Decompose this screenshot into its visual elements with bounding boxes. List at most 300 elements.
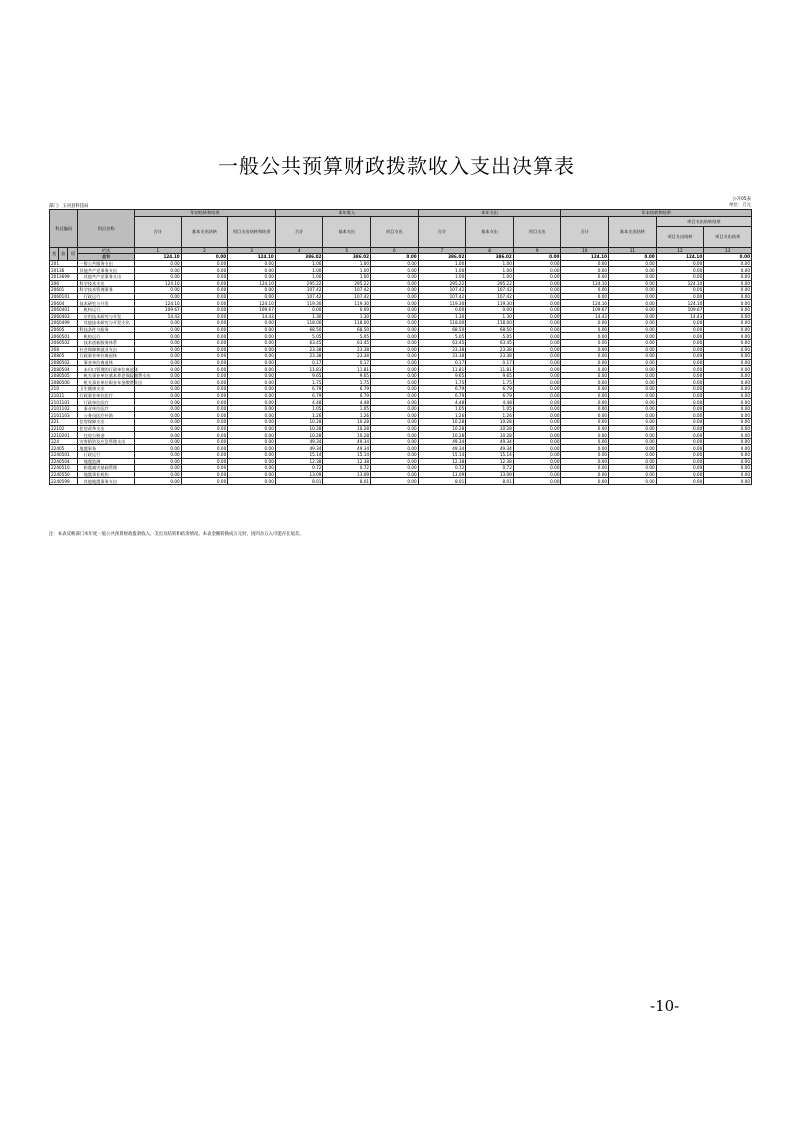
row-value-3: 0.00 — [228, 452, 276, 459]
row-value-1: 109.67 — [135, 306, 182, 313]
table-row — [50, 458, 752, 465]
row-value-7: 6.79 — [418, 392, 466, 399]
row-value-2: 0.00 — [181, 412, 228, 419]
row-value-11: 0.00 — [609, 471, 657, 478]
row-value-5: 1.75 — [323, 379, 371, 386]
row-value-4: 23.38 — [275, 353, 323, 360]
row-value-12: 0.00 — [656, 445, 704, 452]
row-value-3: 14.43 — [228, 313, 276, 320]
table-row — [50, 300, 752, 307]
row-value-2: 0.00 — [181, 405, 228, 412]
row-value-13: 0.00 — [704, 300, 752, 307]
row-value-13: 0.00 — [704, 273, 752, 280]
row-value-6: 0.00 — [371, 399, 419, 406]
row-value-4: 1.00 — [275, 267, 323, 274]
row-value-6: 0.00 — [371, 471, 419, 478]
row-value-4: 8.01 — [275, 478, 323, 485]
row-value-9: 0.00 — [513, 287, 561, 294]
row-value-13: 0.00 — [704, 333, 752, 340]
row-value-3: 0.00 — [228, 273, 276, 280]
row-value-3: 0.00 — [228, 353, 276, 360]
row-name: 行政事业单位医疗 — [78, 392, 135, 399]
row-value-3: 0.00 — [228, 293, 276, 300]
row-value-6: 0.00 — [371, 379, 419, 386]
row-value-5: 5.05 — [323, 333, 371, 340]
row-value-6: 0.00 — [371, 372, 419, 379]
row-value-13: 0.00 — [704, 452, 752, 459]
row-value-12: 0.00 — [656, 478, 704, 485]
row-value-1: 0.00 — [135, 333, 182, 340]
row-value-1: 0.00 — [135, 405, 182, 412]
total-value-10: 124.10 — [561, 254, 609, 261]
department-label: 部门：玉河县科技局 — [49, 204, 89, 209]
row-value-6: 0.00 — [371, 392, 419, 399]
total-value-6: 0.00 — [371, 254, 419, 261]
header-col-9: 项目支出 — [513, 216, 561, 247]
row-value-5: 23.38 — [323, 346, 371, 353]
table-row — [50, 280, 752, 287]
row-value-7: 118.00 — [418, 320, 466, 327]
row-code: 2210201 — [50, 432, 78, 439]
row-name: 行政事业单位离退休 — [78, 353, 135, 360]
row-value-6: 0.00 — [371, 273, 419, 280]
row-value-8: 9.65 — [466, 372, 514, 379]
table-row — [50, 313, 752, 320]
row-value-10: 0.00 — [561, 379, 609, 386]
row-value-13: 0.00 — [704, 379, 752, 386]
row-value-7: 4.48 — [418, 399, 466, 406]
row-value-1: 0.00 — [135, 353, 182, 360]
row-value-11: 0.00 — [609, 372, 657, 379]
row-value-6: 0.00 — [371, 366, 419, 373]
col-num-5: 5 — [323, 247, 371, 254]
row-value-11: 0.00 — [609, 326, 657, 333]
row-value-8: 68.50 — [466, 326, 514, 333]
total-label: 合计 — [78, 254, 135, 261]
row-code: 206 — [50, 280, 78, 287]
row-value-4: 295.22 — [275, 280, 323, 287]
row-value-5: 13.09 — [323, 471, 371, 478]
row-value-7: 49.34 — [418, 438, 466, 445]
row-value-2: 0.00 — [181, 306, 228, 313]
row-value-5: 1.26 — [323, 412, 371, 419]
header-col-10: 合计 — [561, 216, 609, 247]
row-value-8: 63.45 — [466, 339, 514, 346]
row-value-7: 1.00 — [418, 260, 466, 267]
row-name: 科学技术管理事务 — [78, 287, 135, 294]
table-row — [50, 438, 752, 445]
row-value-9: 0.00 — [513, 379, 561, 386]
row-value-13: 0.00 — [704, 293, 752, 300]
row-name: 住房改革支出 — [78, 425, 135, 432]
row-value-6: 0.00 — [371, 412, 419, 419]
row-value-3: 0.00 — [228, 333, 276, 340]
row-value-6: 0.00 — [371, 386, 419, 393]
table-row — [50, 339, 752, 346]
row-code: 20604 — [50, 300, 78, 307]
row-value-9: 0.00 — [513, 280, 561, 287]
row-value-13: 0.00 — [704, 478, 752, 485]
row-value-12: 0.00 — [656, 293, 704, 300]
row-value-10: 0.00 — [561, 438, 609, 445]
row-value-13: 0.00 — [704, 399, 752, 406]
row-code: 2060101 — [50, 293, 78, 300]
row-value-3: 0.00 — [228, 379, 276, 386]
row-value-3: 0.00 — [228, 392, 276, 399]
header-group-begin: 年初结转和结余 — [135, 210, 276, 217]
row-name: 机构运行 — [78, 333, 135, 340]
row-value-9: 0.00 — [513, 359, 561, 366]
row-value-4: 9.65 — [275, 372, 323, 379]
row-value-12: 0.00 — [656, 379, 704, 386]
row-value-9: 0.00 — [513, 452, 561, 459]
row-value-11: 0.00 — [609, 293, 657, 300]
row-value-10: 14.43 — [561, 313, 609, 320]
row-name: 机关事业单位职业年金缴费支出 — [79, 379, 143, 385]
row-value-12: 0.00 — [656, 353, 704, 360]
total-value-9: 0.00 — [513, 254, 561, 261]
row-value-13: 0.00 — [704, 346, 752, 353]
row-code: 224 — [50, 438, 78, 445]
row-value-3: 0.00 — [228, 432, 276, 439]
row-value-11: 0.00 — [609, 452, 657, 459]
row-name: 机构运行 — [78, 306, 135, 313]
row-value-12: 14.43 — [656, 313, 704, 320]
row-value-12: 0.00 — [656, 267, 704, 274]
page-number: -10- — [650, 997, 680, 1015]
row-value-6: 0.00 — [371, 333, 419, 340]
row-value-7: 68.50 — [418, 326, 466, 333]
row-value-13: 0.00 — [704, 425, 752, 432]
total-row — [50, 254, 752, 261]
row-value-11: 0.00 — [609, 353, 657, 360]
row-value-5: 1.00 — [323, 260, 371, 267]
total-value-4: 386.02 — [275, 254, 323, 261]
row-value-10: 0.00 — [561, 287, 609, 294]
row-value-6: 0.00 — [371, 306, 419, 313]
header-name: 科目名称 — [78, 210, 135, 248]
row-value-5: 49.34 — [323, 445, 371, 452]
row-value-11: 0.00 — [609, 313, 657, 320]
row-code: 208 — [50, 346, 78, 353]
row-value-8: 119.30 — [466, 300, 514, 307]
row-value-3: 124.10 — [228, 280, 276, 287]
row-value-11: 0.00 — [609, 379, 657, 386]
row-value-10: 0.00 — [561, 452, 609, 459]
table-row — [50, 412, 752, 419]
row-code: 2240550 — [50, 471, 78, 478]
row-value-1: 0.00 — [135, 326, 182, 333]
table-row — [50, 359, 752, 366]
row-value-8: 10.28 — [466, 419, 514, 426]
row-value-7: 1.30 — [418, 313, 466, 320]
row-value-2: 0.00 — [181, 465, 228, 472]
row-value-7: 1.00 — [418, 273, 466, 280]
row-name: 公务员医疗补助 — [78, 412, 135, 419]
row-value-13: 0.00 — [704, 438, 752, 445]
table-row — [50, 405, 752, 412]
row-value-10: 0.00 — [561, 399, 609, 406]
row-value-7: 1.00 — [418, 267, 466, 274]
row-value-7: 9.65 — [418, 372, 466, 379]
col-num-2: 2 — [181, 247, 228, 254]
col-num-13: 13 — [704, 247, 752, 254]
row-code: 22405 — [50, 445, 78, 452]
row-value-1: 0.00 — [135, 366, 182, 373]
row-code: 22102 — [50, 425, 78, 432]
table-row — [50, 465, 752, 472]
row-value-1: 124.10 — [135, 300, 182, 307]
row-value-8: 1.75 — [466, 379, 514, 386]
col-num-1: 1 — [135, 247, 182, 254]
row-value-1: 124.10 — [135, 280, 182, 287]
row-value-11: 0.00 — [609, 306, 657, 313]
row-value-12: 0.00 — [656, 346, 704, 353]
row-value-7: 23.38 — [418, 353, 466, 360]
row-value-5: 1.00 — [323, 273, 371, 280]
row-value-6: 0.00 — [371, 339, 419, 346]
row-value-10: 0.00 — [561, 412, 609, 419]
row-value-9: 0.00 — [513, 458, 561, 465]
header-col-11: 基本支出结转 — [609, 216, 657, 247]
row-value-10: 0.00 — [561, 478, 609, 485]
row-value-7: 0.00 — [418, 306, 466, 313]
row-value-9: 0.00 — [513, 293, 561, 300]
row-value-12: 0.00 — [656, 425, 704, 432]
row-value-13: 0.00 — [704, 326, 752, 333]
row-value-3: 0.00 — [228, 326, 276, 333]
row-value-6: 0.00 — [371, 326, 419, 333]
row-value-9: 0.00 — [513, 339, 561, 346]
row-value-3: 0.00 — [228, 478, 276, 485]
col-num-10: 10 — [561, 247, 609, 254]
row-value-7: 8.01 — [418, 478, 466, 485]
row-value-9: 0.00 — [513, 326, 561, 333]
table-row — [50, 471, 752, 478]
row-value-1: 14.43 — [135, 313, 182, 320]
row-value-12: 0.00 — [656, 405, 704, 412]
row-code: 2060499 — [50, 320, 78, 327]
row-value-5: 107.42 — [323, 293, 371, 300]
row-value-4: 119.30 — [275, 300, 323, 307]
budget-table — [49, 209, 752, 485]
row-name: 地震事业机构 — [78, 471, 135, 478]
table-row — [50, 366, 752, 373]
header-group-end: 年末结转和结余 — [561, 210, 752, 217]
row-value-3: 0.00 — [228, 412, 276, 419]
row-value-10: 124.10 — [561, 280, 609, 287]
total-value-5: 386.02 — [323, 254, 371, 261]
row-value-3: 0.00 — [228, 471, 276, 478]
row-value-12: 0.00 — [656, 471, 704, 478]
row-value-9: 0.00 — [513, 419, 561, 426]
row-name: 其他地震事务支出 — [78, 478, 135, 485]
row-value-7: 0.72 — [418, 465, 466, 472]
row-value-11: 0.00 — [609, 419, 657, 426]
row-value-13: 0.00 — [704, 306, 752, 313]
row-value-12: 0.00 — [656, 320, 704, 327]
total-value-13: 0.00 — [704, 254, 752, 261]
row-value-2: 0.00 — [181, 392, 228, 399]
row-value-1: 0.00 — [135, 273, 182, 280]
header-col-12: 项目支出结转 — [656, 227, 704, 248]
table-row — [50, 392, 752, 399]
row-name: 机关事业单位基本养老保险缴费支出 — [79, 373, 151, 379]
row-value-8: 10.28 — [466, 432, 514, 439]
row-value-2: 0.00 — [181, 445, 228, 452]
row-value-10: 0.00 — [561, 445, 609, 452]
row-code: 2060502 — [50, 339, 78, 346]
row-value-7: 295.22 — [418, 280, 466, 287]
row-name: 事业单位医疗 — [78, 405, 135, 412]
row-value-10: 0.00 — [561, 372, 609, 379]
row-value-13: 0.00 — [704, 405, 752, 412]
row-name: 灾害防治及应急管理支出 — [78, 438, 135, 445]
row-value-8: 23.38 — [466, 353, 514, 360]
row-value-5: 0.00 — [323, 306, 371, 313]
row-code: 2080502 — [50, 359, 78, 366]
row-value-10: 0.00 — [561, 346, 609, 353]
row-value-2: 0.00 — [181, 346, 228, 353]
row-value-6: 0.00 — [371, 438, 419, 445]
row-value-2: 0.00 — [181, 359, 228, 366]
table-row — [50, 333, 752, 340]
row-code: 20605 — [50, 326, 78, 333]
row-value-8: 6.79 — [466, 392, 514, 399]
row-code: 2240501 — [50, 452, 78, 459]
row-value-1: 0.00 — [135, 293, 182, 300]
row-value-10: 0.00 — [561, 260, 609, 267]
row-value-5: 1.00 — [323, 267, 371, 274]
row-value-3: 0.00 — [228, 458, 276, 465]
row-value-12: 0.00 — [656, 287, 704, 294]
row-value-12: 0.00 — [656, 359, 704, 366]
row-value-9: 0.00 — [513, 353, 561, 360]
table-row — [50, 452, 752, 459]
row-value-9: 0.00 — [513, 438, 561, 445]
row-value-11: 0.00 — [609, 300, 657, 307]
row-value-10: 0.00 — [561, 273, 609, 280]
row-value-12: 124.10 — [656, 300, 704, 307]
row-value-13: 0.00 — [704, 419, 752, 426]
header-xiang: 项 — [68, 247, 78, 260]
row-value-12: 0.00 — [656, 419, 704, 426]
row-value-1: 0.00 — [135, 372, 182, 379]
row-value-4: 0.72 — [275, 465, 323, 472]
total-value-2: 0.00 — [181, 254, 228, 261]
row-name: 防震减灾基础管理 — [78, 465, 135, 472]
row-value-11: 0.00 — [609, 425, 657, 432]
row-value-3: 124.10 — [228, 300, 276, 307]
table-row — [50, 260, 752, 267]
row-value-2: 0.00 — [181, 280, 228, 287]
row-name: 地震事务 — [78, 445, 135, 452]
row-value-4: 107.42 — [275, 287, 323, 294]
row-value-4: 1.75 — [275, 379, 323, 386]
row-value-13: 0.00 — [704, 339, 752, 346]
row-value-4: 1.00 — [275, 260, 323, 267]
row-value-9: 0.00 — [513, 372, 561, 379]
row-value-11: 0.00 — [609, 346, 657, 353]
row-value-3: 0.00 — [228, 359, 276, 366]
row-value-8: 49.34 — [466, 445, 514, 452]
row-value-9: 0.00 — [513, 471, 561, 478]
row-value-11: 0.00 — [609, 458, 657, 465]
row-value-6: 0.00 — [371, 445, 419, 452]
row-value-13: 0.00 — [704, 260, 752, 267]
row-value-13: 0.00 — [704, 432, 752, 439]
row-value-1: 0.00 — [135, 478, 182, 485]
row-name: 一般公共服务支出 — [78, 260, 135, 267]
row-value-5: 118.00 — [323, 320, 371, 327]
row-value-9: 0.00 — [513, 366, 561, 373]
row-value-5: 10.28 — [323, 432, 371, 439]
row-value-3: 0.00 — [228, 419, 276, 426]
row-value-1: 0.00 — [135, 432, 182, 439]
row-value-5: 0.72 — [323, 465, 371, 472]
row-value-12: 0.00 — [656, 438, 704, 445]
row-value-6: 0.00 — [371, 267, 419, 274]
col-num-8: 8 — [466, 247, 514, 254]
row-value-9: 0.00 — [513, 273, 561, 280]
row-value-7: 15.14 — [418, 452, 466, 459]
row-value-11: 0.00 — [609, 359, 657, 366]
table-row — [50, 287, 752, 294]
row-value-5: 68.50 — [323, 326, 371, 333]
row-value-2: 0.00 — [181, 452, 228, 459]
row-value-2: 0.00 — [181, 339, 228, 346]
row-value-1: 0.00 — [135, 260, 182, 267]
row-name: 其他共产党事务支出 — [78, 267, 135, 274]
row-value-4: 1.00 — [275, 273, 323, 280]
row-value-8: 1.30 — [466, 313, 514, 320]
row-value-10: 0.00 — [561, 419, 609, 426]
header-group-expense: 本年支出 — [418, 210, 561, 217]
total-value-11: 0.00 — [609, 254, 657, 261]
row-value-11: 0.00 — [609, 392, 657, 399]
row-value-8: 0.00 — [466, 306, 514, 313]
row-code: 2013699 — [50, 273, 78, 280]
row-value-5: 8.01 — [323, 478, 371, 485]
row-value-13: 0.00 — [704, 386, 752, 393]
row-value-5: 23.38 — [323, 353, 371, 360]
header-col-13: 项目支出结余 — [704, 227, 752, 248]
row-name: 行政单位医疗 — [78, 399, 135, 406]
row-value-1: 0.00 — [135, 445, 182, 452]
table-row — [50, 346, 752, 353]
row-value-8: 0.72 — [466, 465, 514, 472]
header-end-subgroup: 项目支出结转结余 — [656, 216, 751, 226]
row-code: 201 — [50, 260, 78, 267]
row-value-5: 1.30 — [323, 313, 371, 320]
row-value-5: 10.28 — [323, 419, 371, 426]
unit-label: 单位：万元 — [729, 203, 751, 208]
row-value-9: 0.00 — [513, 346, 561, 353]
row-value-2: 0.00 — [181, 438, 228, 445]
row-value-12: 0.00 — [656, 372, 704, 379]
row-value-6: 0.00 — [371, 419, 419, 426]
row-value-11: 0.00 — [609, 438, 657, 445]
row-value-4: 12.38 — [275, 458, 323, 465]
row-value-7: 107.42 — [418, 287, 466, 294]
row-value-13: 0.00 — [704, 471, 752, 478]
row-value-7: 107.42 — [418, 293, 466, 300]
header-lei: 类 — [50, 247, 59, 260]
row-value-12: 0.00 — [656, 458, 704, 465]
table-body — [50, 260, 752, 484]
row-value-6: 0.00 — [371, 260, 419, 267]
row-value-11: 0.00 — [609, 412, 657, 419]
